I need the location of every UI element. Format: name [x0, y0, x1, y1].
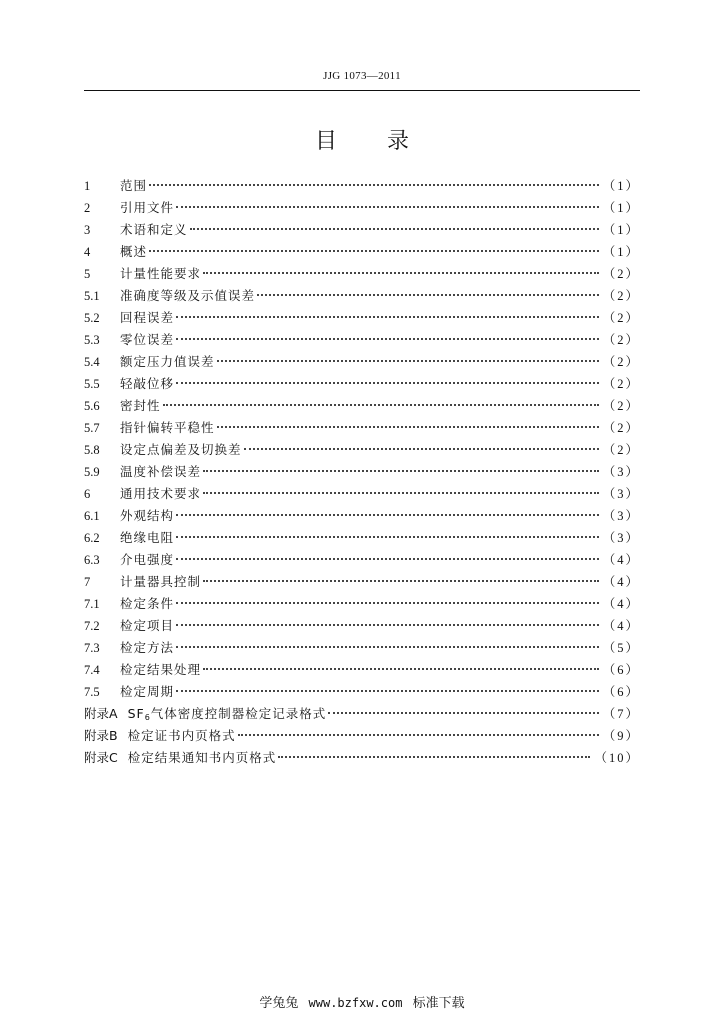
toc-entry-title: 外观结构 [120, 508, 175, 523]
appendix-label: 附录B [84, 728, 118, 743]
toc-entry[interactable] [84, 593, 640, 615]
header-divider [84, 90, 640, 91]
toc-leader-dots [278, 756, 590, 758]
toc-entry-title: 通用技术要求 [120, 486, 202, 501]
toc-entry-number: 5.1 [84, 289, 100, 303]
toc-leader-dots [149, 250, 599, 252]
toc-entry-page: （1） [602, 245, 640, 259]
toc-leader-dots [190, 228, 599, 230]
toc-entry-number: 7.5 [84, 685, 100, 699]
toc-entry-number: 5.4 [84, 355, 100, 369]
toc-entry-page: （3） [602, 531, 640, 545]
toc-entry-page: （2） [602, 333, 640, 347]
toc-leader-dots [176, 316, 599, 318]
footer-site-name: 学兔兔 [259, 996, 299, 1011]
toc-entry-title: 回程误差 [120, 310, 175, 325]
toc-entry-title: 准确度等级及示值误差 [120, 288, 256, 303]
toc-entry-page: （5） [602, 641, 640, 655]
toc-entry[interactable] [84, 307, 640, 329]
toc-entry[interactable] [84, 197, 640, 219]
appendix-label: 附录C [84, 750, 118, 765]
toc-entry-title: 设定点偏差及切换差 [120, 442, 242, 457]
toc-entry-number: 6.1 [84, 509, 100, 523]
toc-entry[interactable] [84, 461, 640, 483]
toc-entry[interactable] [84, 417, 640, 439]
toc-entry-title: 指针偏转平稳性 [120, 420, 215, 435]
toc-entry-title: 计量器具控制 [120, 574, 202, 589]
appendix-title: 检定证书内页格式 [127, 728, 236, 743]
toc-leader-dots [203, 492, 599, 494]
toc-entry-title: 介电强度 [120, 552, 175, 567]
toc-entry-number: 6.2 [84, 531, 100, 545]
toc-entry[interactable] [84, 351, 640, 373]
toc-entry-page: （2） [602, 267, 640, 281]
toc-leader-dots [203, 580, 599, 582]
toc-entry-number: 7.4 [84, 663, 100, 677]
toc-leader-dots [163, 404, 599, 406]
toc-entry-title: 检定项目 [120, 618, 175, 633]
toc-entry-page: （4） [602, 619, 640, 633]
toc-entry-title: 检定结果处理 [120, 662, 202, 677]
toc-entry-page: （7） [602, 707, 640, 721]
toc-entry[interactable] [84, 681, 640, 703]
footer-tagline: 标准下载 [412, 996, 465, 1011]
toc-entry-number: 1 [84, 179, 91, 193]
toc-entry[interactable] [84, 219, 640, 241]
toc-entry[interactable] [84, 549, 640, 571]
toc-leader-dots [176, 338, 599, 340]
appendix-label: 附录A [84, 706, 118, 721]
toc-leader-dots [176, 646, 599, 648]
toc-leader-dots [217, 426, 599, 428]
toc-leader-dots [257, 294, 599, 296]
toc-leader-dots [328, 712, 598, 714]
toc-entry-number: 3 [84, 223, 91, 237]
toc-entry-page: （2） [602, 443, 640, 457]
table-of-contents [84, 175, 640, 769]
toc-entry-number: 5.6 [84, 399, 100, 413]
toc-entry[interactable] [84, 373, 640, 395]
toc-entry-page: （1） [602, 223, 640, 237]
toc-leader-dots [203, 470, 599, 472]
toc-leader-dots [176, 624, 599, 626]
toc-entry[interactable] [84, 395, 640, 417]
toc-entry-page: （2） [602, 355, 640, 369]
toc-entry-page: （2） [602, 289, 640, 303]
toc-entry-number: 4 [84, 245, 91, 259]
toc-entry-page: （2） [602, 311, 640, 325]
footer-url-link[interactable]: www.bzfxw.com [308, 996, 403, 1010]
toc-entry-page: （2） [602, 399, 640, 413]
footer [0, 992, 724, 1011]
appendix-title-subscript: 6 [144, 713, 151, 722]
toc-entry-number: 5.7 [84, 421, 100, 435]
toc-appendix-a[interactable] [84, 703, 640, 725]
toc-leader-dots [244, 448, 599, 450]
toc-entry-number: 5.3 [84, 333, 100, 347]
toc-entry-title: 引用文件 [120, 200, 175, 215]
toc-entry-title: 检定方法 [120, 640, 175, 655]
appendix-title-suffix: 气体密度控制器检定记录格式 [150, 706, 327, 721]
toc-entry[interactable] [84, 659, 640, 681]
toc-leader-dots [238, 734, 599, 736]
standard-code: JJG 1073—2011 [323, 70, 401, 82]
appendix-title-prefix: SF [127, 706, 145, 721]
toc-entry-number: 7.1 [84, 597, 100, 611]
toc-entry-number: 7.2 [84, 619, 100, 633]
toc-entry-page: （4） [602, 575, 640, 589]
toc-entry-title: 检定条件 [120, 596, 175, 611]
toc-entry-page: （6） [602, 685, 640, 699]
toc-entry-page: （3） [602, 487, 640, 501]
toc-entry-page: （4） [602, 553, 640, 567]
toc-entry-title: 术语和定义 [120, 222, 188, 237]
toc-entry-title: 概述 [120, 244, 148, 259]
toc-entry[interactable] [84, 263, 640, 285]
toc-entry[interactable] [84, 439, 640, 461]
toc-entry-title: 检定周期 [120, 684, 175, 699]
toc-leader-dots [176, 690, 599, 692]
toc-entry-title: 温度补偿误差 [120, 464, 202, 479]
toc-leader-dots [176, 602, 599, 604]
toc-entry[interactable] [84, 615, 640, 637]
toc-entry-page: （2） [602, 421, 640, 435]
toc-entry[interactable] [84, 241, 640, 263]
toc-entry-page: （1） [602, 179, 640, 193]
toc-entry-number: 5.9 [84, 465, 100, 479]
toc-entry-number: 5.5 [84, 377, 100, 391]
toc-entry-title: 额定压力值误差 [120, 354, 215, 369]
toc-entry-page: （1） [602, 201, 640, 215]
toc-entry-number: 7.3 [84, 641, 100, 655]
toc-entry-page: （6） [602, 663, 640, 677]
toc-entry[interactable] [84, 637, 640, 659]
toc-leader-dots [203, 668, 599, 670]
toc-entry-page: （9） [602, 729, 640, 743]
toc-leader-dots [203, 272, 599, 274]
toc-entry-page: （3） [602, 509, 640, 523]
toc-entry-page: （4） [602, 597, 640, 611]
toc-entry-title: 零位误差 [120, 332, 175, 347]
toc-entry-page: （3） [602, 465, 640, 479]
toc-leader-dots [176, 514, 599, 516]
toc-leader-dots [176, 536, 599, 538]
toc-entry[interactable] [84, 527, 640, 549]
toc-entry-title: 轻敲位移 [120, 376, 175, 391]
toc-entry[interactable] [84, 571, 640, 593]
toc-entry-title: 计量性能要求 [120, 266, 202, 281]
toc-entry-title: 密封性 [120, 398, 161, 413]
toc-entry[interactable] [84, 175, 640, 197]
toc-leader-dots [176, 206, 599, 208]
toc-entry[interactable] [84, 329, 640, 351]
toc-entry[interactable] [84, 483, 640, 505]
toc-entry-title: 范围 [120, 178, 148, 193]
toc-entry-page: （10） [594, 751, 640, 765]
toc-entry-title: 绝缘电阻 [120, 530, 175, 545]
toc-leader-dots [176, 382, 599, 384]
toc-leader-dots [217, 360, 599, 362]
toc-entry[interactable] [84, 285, 640, 307]
toc-entry-number: 5.2 [84, 311, 100, 325]
toc-leader-dots [149, 184, 599, 186]
toc-entry-page: （2） [602, 377, 640, 391]
toc-entry[interactable] [84, 505, 640, 527]
toc-entry-number: 7 [84, 575, 91, 589]
appendix-title: 检定结果通知书内页格式 [127, 750, 277, 765]
toc-appendix-c[interactable] [84, 747, 640, 769]
toc-appendix-b[interactable] [84, 725, 640, 747]
toc-entry-number: 2 [84, 201, 91, 215]
toc-entry-number: 6.3 [84, 553, 100, 567]
toc-entry-number: 6 [84, 487, 91, 501]
toc-entry-number: 5 [84, 267, 91, 281]
toc-entry-number: 5.8 [84, 443, 100, 457]
toc-leader-dots [176, 558, 599, 560]
page-title: 目录 [314, 129, 459, 154]
